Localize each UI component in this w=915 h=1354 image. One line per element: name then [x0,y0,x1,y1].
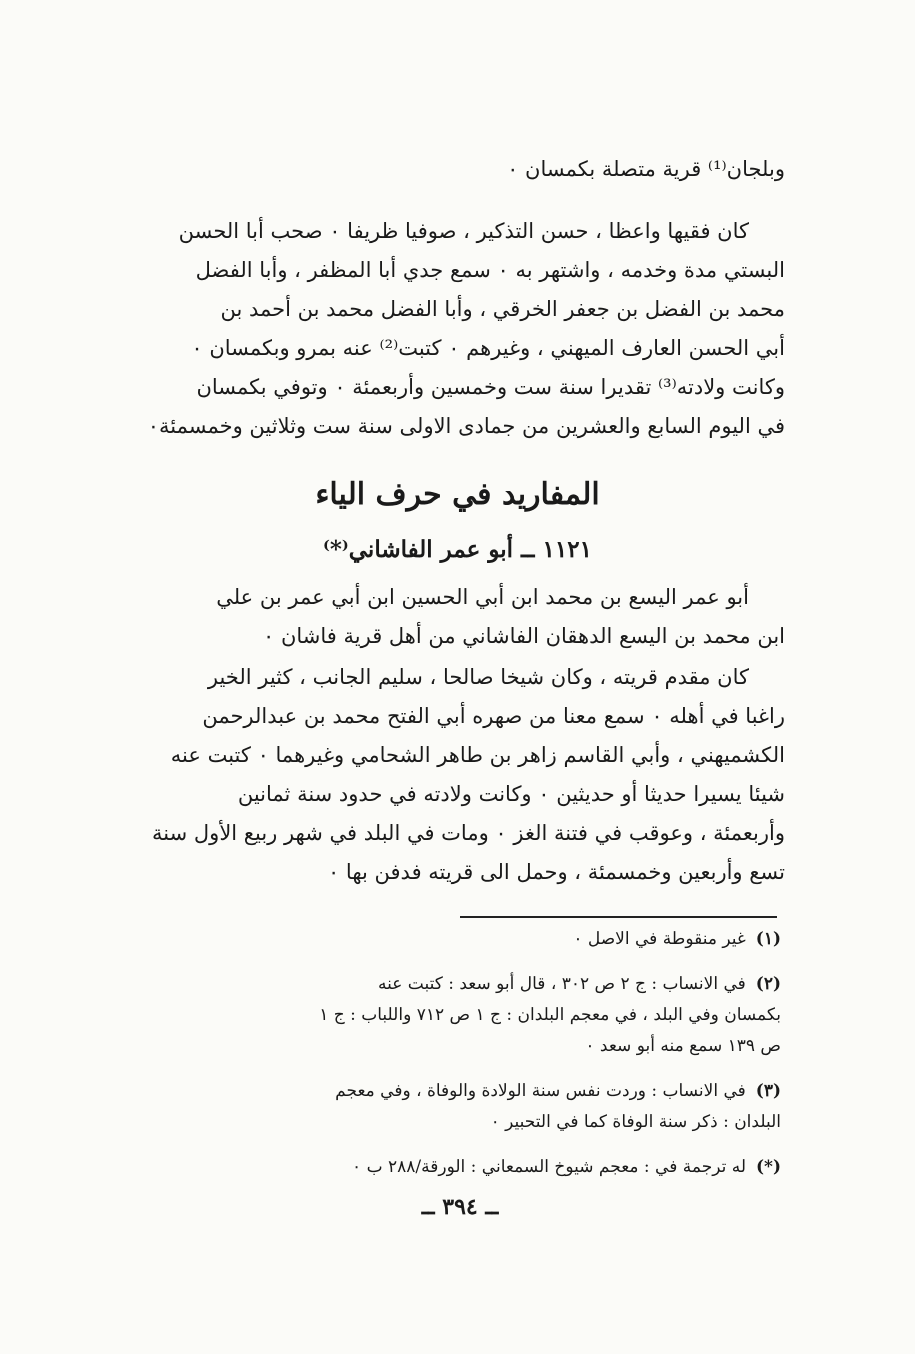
text-line: راغبا في أهله ٠ سمع معنا من صهره أبي الفتح محمد بن عبدالرحمن [202,704,785,728]
text-line: شيئا يسيرا حديثا أو حديثين ٠ وكانت ولادته في حدود سنة ثمانين [237,782,785,806]
text-line: أبي الحسن العارف الميهني ، وغيرهم ٠ كتبت⁽²⁾ عنه بمرو وبكمسان ٠ [191,336,785,360]
footnote-line [132,1076,781,1107]
footnote-marker: (٢) [755,974,781,994]
footnote-line [132,924,781,955]
footnote-marker: (*) [756,1157,781,1177]
entry-biography [132,658,785,892]
footnote-text: بكمسان وفي البلد ، في معجم البلدان : ج ١ ص ٧١٢ واللباب : ج ١ [319,1005,781,1025]
footnote-marker: (٣) [755,1081,781,1101]
footnote-text: في الانساب : ج ٢ ص ٣٠٢ ، قال أبو سعد : كتبت عنه [377,974,746,994]
page-number: ــ ٣٩٤ ــ [421,1194,499,1220]
footnote-star [132,1152,781,1183]
footnote-marker: (١) [755,929,781,949]
text-line: وأربعمئة ، وعوقب في فتنة الغز ٠ ومات في البلد في شهر ربيع الأول سنة [152,821,785,845]
footnote-1 [132,924,781,955]
intro-paragraph [132,150,785,189]
text-line: ابن محمد بن اليسع الدهقان الفاشاني من أهل قرية فاشان ٠ [263,624,785,648]
footnote-2 [132,969,781,1062]
footnotes [132,924,781,1197]
text-line: محمد بن الفضل بن جعفر الخرقي ، وأبا الفضل محمد بن أحمد بن [220,297,785,321]
text-line: تسع وأربعين وخمسمئة ، وحمل الى قريته فدفن بها ٠ [327,860,785,884]
footnote-text: البلدان : ذكر سنة الوفاة كما في التحبير ٠ [490,1112,781,1132]
entry-name-paragraph [132,578,785,656]
footnote-text: في الانساب : وردت نفس سنة الولادة والوفاة ، وفي معجم [335,1081,746,1101]
section-title: المفاريد في حرف الياء [315,477,600,512]
text-line: كان فقيها واعظا ، حسن التذكير ، صوفيا ظريفا ٠ صحب أبا الحسن [178,219,749,243]
text-line: في اليوم السابع والعشرين من جمادى الاولى سنة ست وثلاثين وخمسمئة٠ [147,414,785,438]
footnote-text: له ترجمة في : معجم شيوخ السمعاني : الورقة/٢٨٨ ب ٠ [352,1157,747,1177]
previous-entry-biography [132,212,785,446]
text-line: الكشميهني ، وأبي القاسم زاهر بن طاهر الشحامي وغيرهما ٠ كتبت عنه [170,743,785,767]
text-line: البستي مدة وخدمه ، واشتهر به ٠ سمع جدي أبا المظفر ، وأبا الفضل [195,258,785,282]
footnote-3 [132,1076,781,1138]
text-line: كان مقدم قريته ، وكان شيخا صالحا ، سليم الجانب ، كثير الخير [207,665,749,689]
text-line: أبو عمر اليسع بن محمد ابن أبي الحسين ابن أبي عمر بن علي [216,585,749,609]
footnote-divider [460,916,777,918]
footnote-line [132,969,781,1000]
footnote-text: ص ١٣٩ سمع منه أبو سعد ٠ [585,1036,781,1056]
text-line: وكانت ولادته⁽³⁾ تقديرا سنة ست وخمسين وأربعمئة ٠ وتوفي بكمسان [196,375,785,399]
intro-line: وبلجان⁽¹⁾ قرية متصلة بكمسان ٠ [507,157,785,181]
entry-title: ١١٢١ ــ أبو عمر الفاشاني⁽*⁾ [323,536,592,563]
footnote-line [132,1152,781,1183]
footnote-text: غير منقوطة في الاصل ٠ [573,929,746,949]
